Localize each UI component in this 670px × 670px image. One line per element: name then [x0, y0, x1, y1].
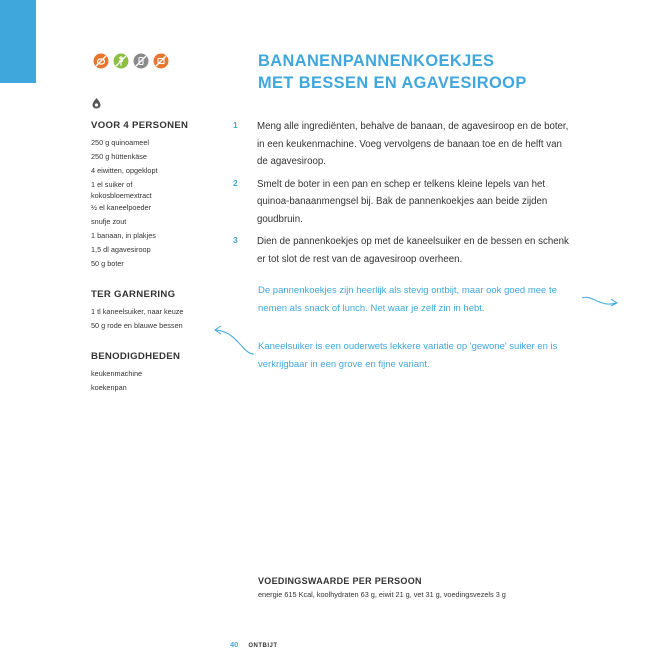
step-number: 3: [233, 235, 238, 245]
nutrition-heading: VOEDINGSWAARDE PER PERSOON: [258, 576, 422, 586]
nutrition-section: [258, 576, 506, 599]
sidebar: [91, 120, 221, 412]
ingredient-item: [91, 178, 221, 202]
arrow-right-icon: [580, 292, 622, 312]
ingredient-item: 4 eiwitten, opgeklopt: [91, 165, 158, 175]
garnish-item: 1 tl kaneelsuiker, naar keuze: [91, 306, 184, 316]
ingredients-list: [91, 136, 221, 271]
step-number: 2: [233, 177, 238, 188]
tip-text: De pannenkoekjes zijn heerlijk als stevig ontbijt, maar ook goed mee te nemen als snack of lunch. Net waar je zelf zin in hebt.: [258, 285, 557, 314]
step-text: Meng alle ingrediënten, behalve de banaan, de agavesiroop en de boter, in een keukenmachine. Voeg vervolgens de banaan toe en de helft van de agavesiroop.: [257, 121, 569, 167]
recipe-title-line: MET BESSEN EN AGAVESIROOP: [258, 74, 527, 92]
step-text: Smelt de boter in een pan en schep er telkens kleine lepels van het quinoa-banaanmengsel bij. Bak de pannenkoekjes aan beide zijden goudbruin.: [257, 178, 548, 225]
page-footer: [230, 640, 278, 649]
garnish-heading: TER GARNERING: [91, 288, 176, 300]
ingredient-item: 1 banaan, in plakjes: [91, 231, 156, 241]
page-number: 40: [230, 640, 239, 649]
serving-icon: [91, 97, 102, 109]
diet-icons: [93, 53, 169, 69]
garnish-item: 50 g rode en blauwe bessen: [91, 320, 183, 330]
recipe-title: [258, 50, 527, 94]
equipment-list: [91, 367, 221, 395]
no-lactose-icon: [133, 53, 149, 69]
no-gluten-icon: [113, 53, 129, 69]
step-number: 1: [233, 120, 238, 130]
recipe-title-line: BANANENPANNENKOEKJES: [258, 52, 495, 70]
steps-list: [233, 118, 573, 273]
step: [233, 176, 573, 229]
ingredients-section: [91, 120, 221, 271]
step-text: Dien de pannenkoekjes op met de kaneelsuiker en de bessen en schenk er tot slot de rest van de agavesiroop overheen.: [257, 236, 569, 265]
equipment-heading: BENODIGDHEDEN: [91, 350, 181, 362]
ingredients-heading: VOOR 4 PERSONEN: [91, 120, 189, 131]
ingredient-item: 50 g boter: [91, 258, 124, 268]
ingredient-line: 1 el suiker of: [91, 179, 133, 189]
ingredient-item: 1,5 dl agavesiroop: [91, 245, 151, 255]
ingredient-item: ½ el kaneelpoeder: [91, 203, 152, 213]
accent-bar: [0, 0, 36, 83]
equipment-section: [91, 351, 221, 395]
tip-text: Kaneelsuiker is een ouderwets lekkere variatie op 'gewone' suiker en is verkrijgbaar in een grove en fijne variant.: [258, 341, 558, 370]
ingredient-line: kokosbloemextract: [91, 190, 152, 200]
no-meat-icon: [93, 53, 109, 69]
equipment-item: koekenpan: [91, 382, 127, 392]
arrow-left-icon: [212, 318, 256, 358]
ingredient-item: 250 g quinoameel: [91, 138, 150, 147]
no-sugar-icon: [153, 53, 169, 69]
equipment-item: keukenmachine: [91, 368, 143, 378]
step: [233, 233, 573, 268]
garnish-list: [91, 305, 221, 333]
ingredient-item: 250 g hüttenkäse: [91, 151, 147, 161]
nutrition-text: energie 615 Kcal, koolhydraten 63 g, eiwit 21 g, vet 31 g, voedingsvezels 3 g: [258, 590, 506, 599]
garnish-section: [91, 289, 221, 333]
section-name: ONTBIJT: [248, 643, 278, 649]
step: [233, 118, 573, 171]
ingredient-item: snufje zout: [91, 217, 127, 227]
